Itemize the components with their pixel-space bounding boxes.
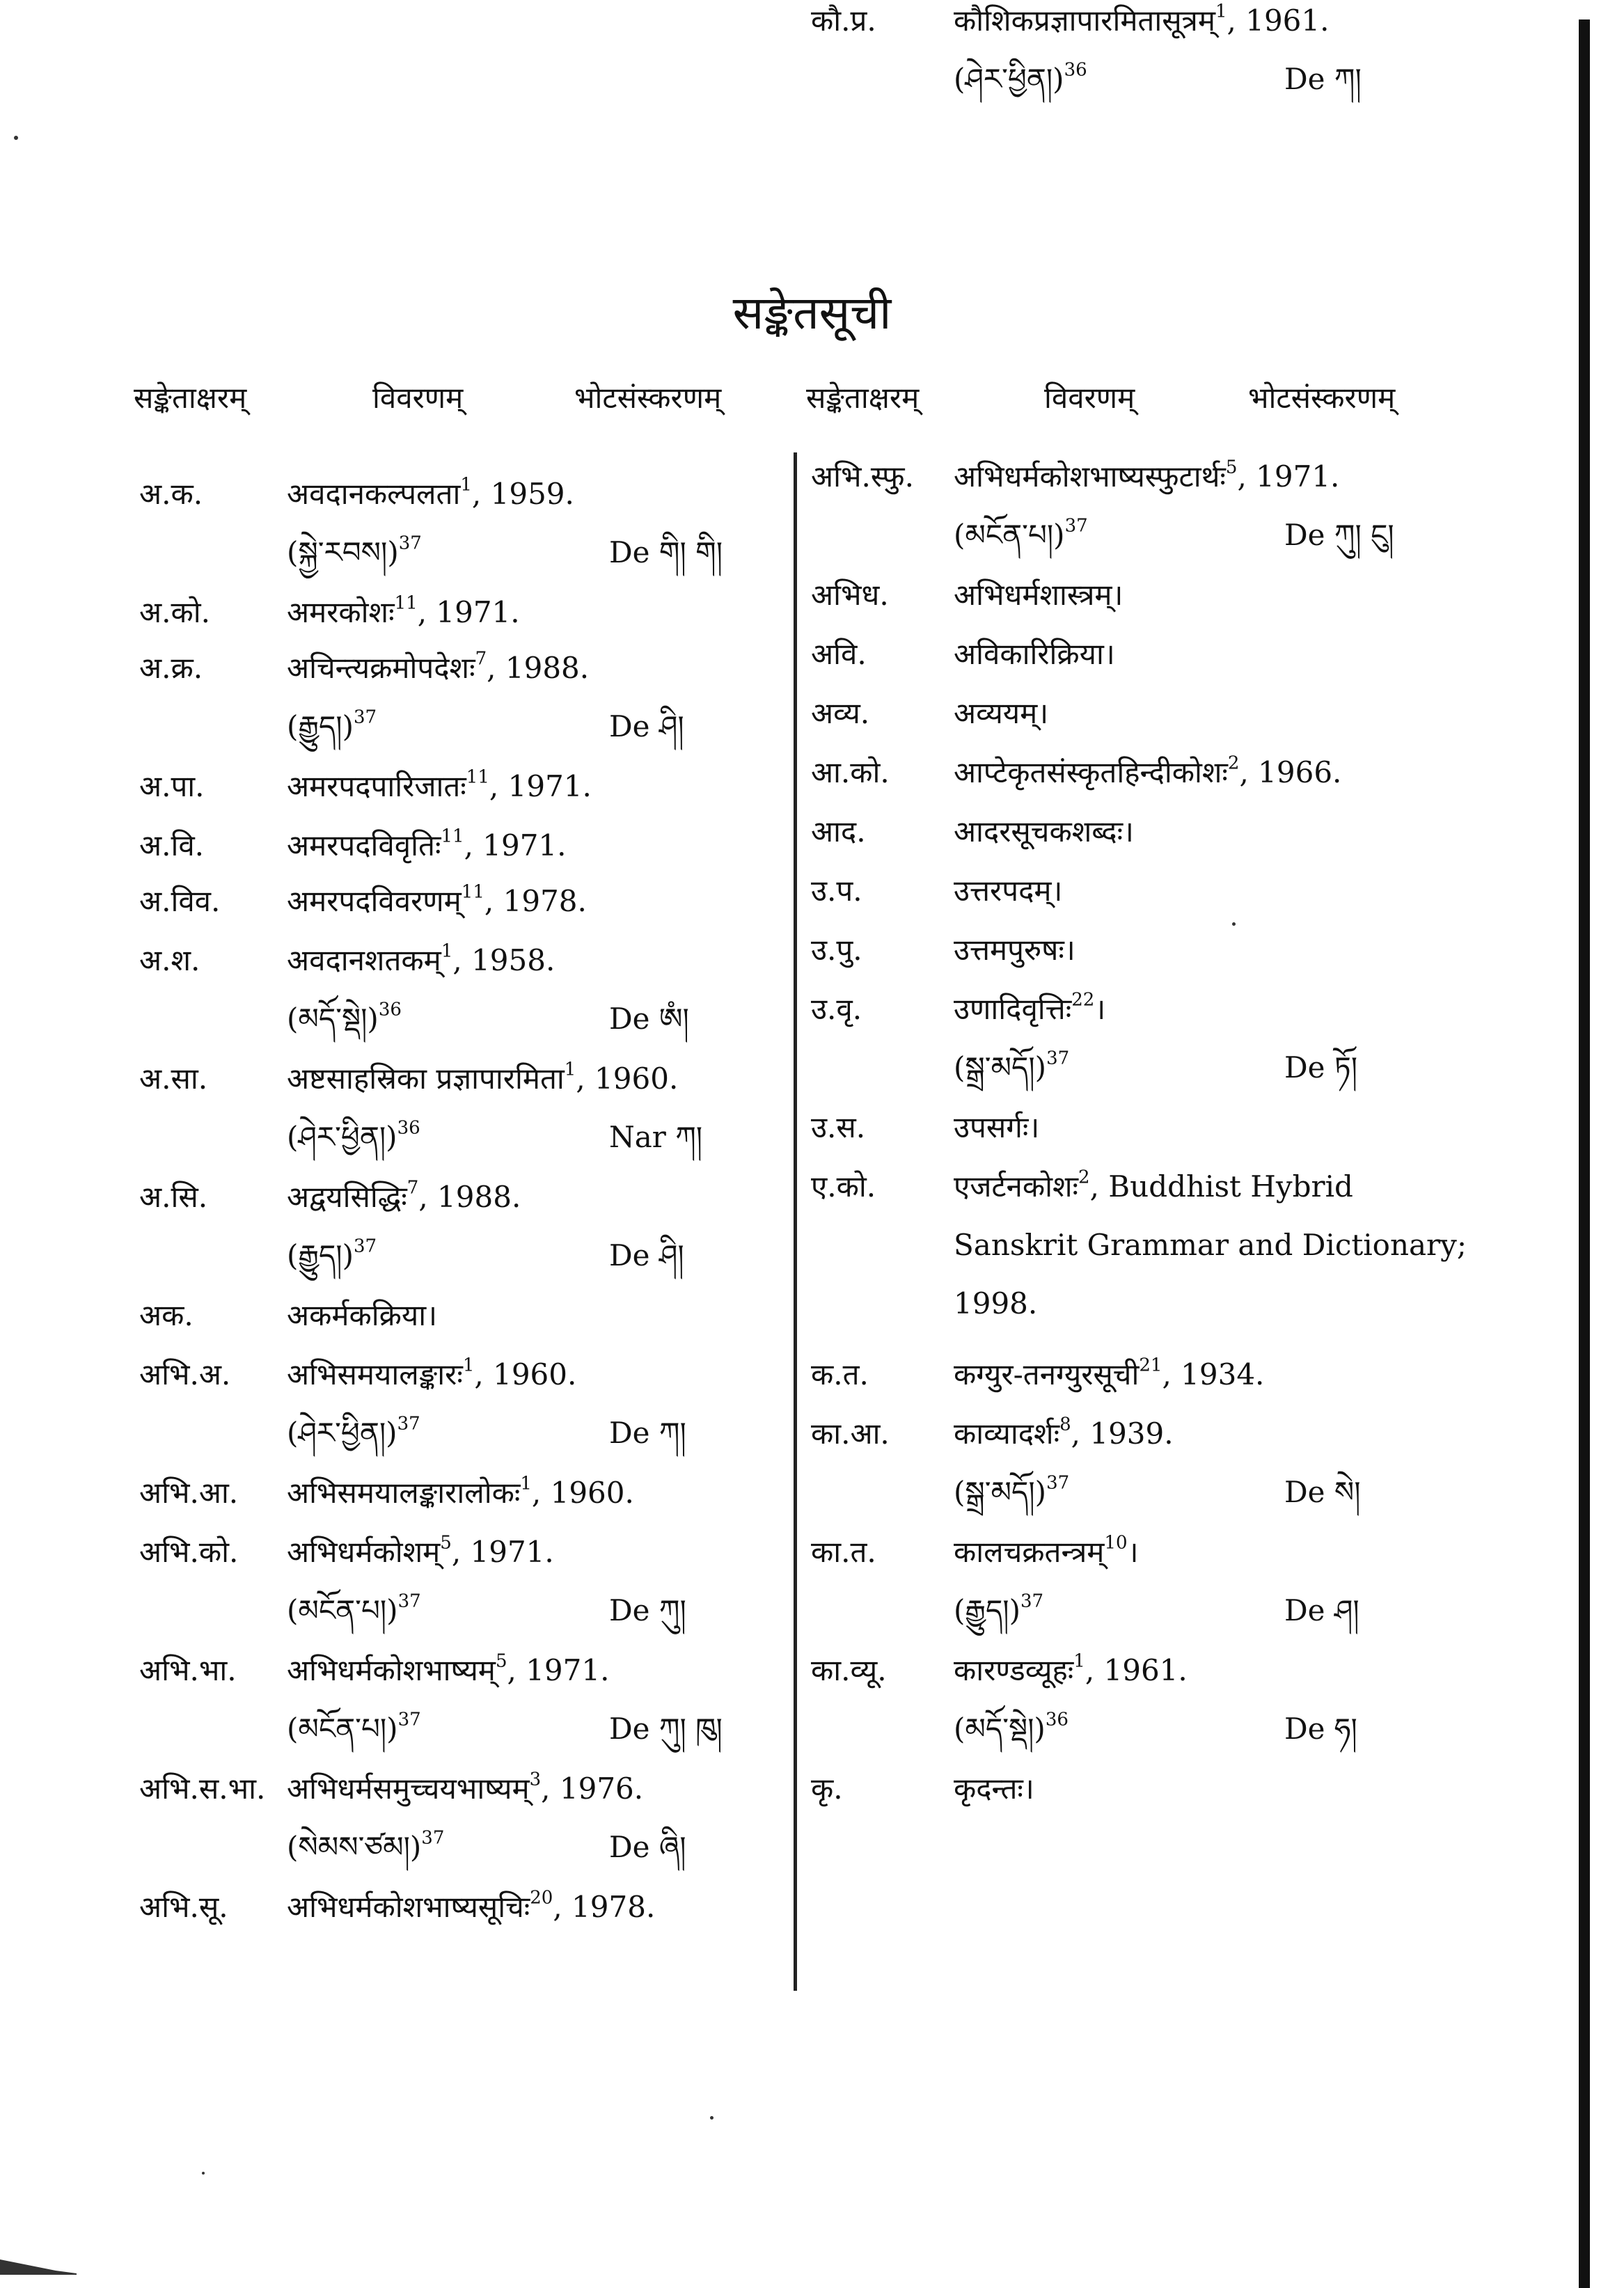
entry-description: [287, 647, 589, 689]
entry-abbreviation: उ.पु.: [811, 933, 862, 967]
entry-abbreviation: अ.क.: [139, 477, 203, 511]
edition-volume: De སེ།: [1284, 1475, 1361, 1509]
entry-description: [287, 592, 520, 633]
tibetan-footnote-ref: 37: [397, 1413, 420, 1435]
entry-description: [954, 633, 1115, 675]
entry-year: , 1961.: [1085, 1653, 1188, 1687]
entry-title: उणादिवृत्तिः: [954, 992, 1072, 1026]
edition-volume: De ཀ།: [1284, 62, 1362, 96]
entry-footnote-ref: 1: [520, 1473, 532, 1494]
entry-description: [287, 1354, 576, 1396]
entry-continuation: 1998.: [954, 1286, 1038, 1320]
tibetan-edition: [287, 1590, 421, 1632]
edition-volume: De གི། གི།: [609, 535, 723, 569]
entry-year: , 1976.: [541, 1772, 644, 1806]
entry-year: , 1978.: [484, 884, 587, 918]
entry-year: , 1961.: [1227, 3, 1330, 38]
entry-title: अद्वयसिद्धिः: [287, 1180, 407, 1214]
tibetan-edition: [287, 1708, 421, 1750]
tibetan-section: (མངོན་པ།): [287, 1593, 398, 1627]
tibetan-edition: [287, 1827, 444, 1868]
edition-volume: Nar ཀ།: [609, 1120, 703, 1154]
entry-title: अचिन्त्यक्रमोपदेशः: [287, 651, 475, 685]
tibetan-section: (སྒྲ་མདོ།): [954, 1050, 1047, 1084]
entry-title: अवदानशतकम्: [287, 943, 441, 977]
tibetan-footnote-ref: 37: [397, 1709, 421, 1730]
tibetan-section: (ཤེར་ཕྱིན།): [287, 1120, 397, 1154]
entry-title: अभिधर्मसमुच्चयभाष्यम्: [287, 1772, 530, 1806]
entry-footnote-ref: 2: [1227, 752, 1240, 774]
entry-description: [954, 752, 1341, 794]
entry-year: , 1971.: [507, 1653, 610, 1687]
entry-description: [287, 1295, 437, 1336]
tibetan-section: (མངོན་པ།): [954, 518, 1065, 552]
tibetan-edition: [954, 1047, 1069, 1089]
tibetan-edition: [954, 1472, 1069, 1513]
entry-description: [954, 574, 1123, 616]
header-desc-right: विवरणम्: [1044, 381, 1135, 415]
scan-speck: [710, 2116, 714, 2120]
entry-abbreviation: अभि.भा.: [139, 1653, 237, 1687]
scan-speck: [14, 136, 18, 140]
entry-title: उत्तमपुरुषः।: [954, 933, 1075, 967]
entry-abbreviation: क.त.: [811, 1357, 869, 1391]
entry-title: अमरपदविवरणम्: [287, 884, 462, 918]
tibetan-edition: [287, 532, 422, 574]
entry-description: [954, 1166, 1353, 1208]
entry-footnote-ref: 1: [1073, 1650, 1085, 1672]
entry-footnote-ref: 1: [462, 1355, 475, 1376]
entry-footnote-ref: 8: [1059, 1414, 1071, 1435]
entry-abbreviation: अभि.स्फु.: [811, 459, 914, 494]
entry-title: अभिसमयालङ्कारः: [287, 1357, 463, 1391]
entry-title: कौशिकप्रज्ञापारमितासूत्रम्: [954, 3, 1215, 38]
entry-description: [287, 1531, 554, 1573]
scan-edge-bar: [1579, 19, 1590, 2288]
edition-volume: De ཨཾ།: [609, 1002, 689, 1036]
entry-title: आदरसूचकशब्दः।: [954, 814, 1134, 849]
entry-abbreviation: आद.: [811, 814, 866, 849]
tibetan-footnote-ref: 37: [1046, 1048, 1070, 1069]
entry-description: [954, 0, 1329, 42]
tibetan-edition: [287, 998, 402, 1040]
entry-footnote-ref: 1: [564, 1059, 576, 1080]
entry-footnote-ref: 5: [440, 1532, 452, 1554]
entry-abbreviation: अभि.अ.: [139, 1357, 231, 1391]
entry-title: अभिधर्मकोशम्: [287, 1535, 441, 1569]
edition-volume: De ཧ།: [1284, 1712, 1357, 1746]
entry-year: , 1934.: [1162, 1357, 1265, 1391]
entry-footnote-ref: 1: [460, 474, 472, 496]
entry-year: , 1988.: [418, 1180, 521, 1214]
entry-footnote-ref: 1: [1215, 1, 1227, 22]
entry-footnote-ref: 1: [441, 940, 453, 962]
tibetan-section: (རྒྱུད།): [954, 1593, 1020, 1627]
entry-description: [287, 825, 567, 867]
entry-description: [954, 1531, 1138, 1573]
entry-footnote-ref: 7: [407, 1177, 419, 1199]
entry-year: , 1966.: [1239, 755, 1342, 789]
entry-year: , 1939.: [1071, 1417, 1174, 1451]
entry-title: अविकारिक्रिया।: [954, 637, 1115, 671]
entry-year: , 1958.: [452, 943, 555, 977]
entry-footnote-ref: 11: [461, 881, 484, 903]
tibetan-edition: [954, 58, 1087, 100]
entry-year: , 1960.: [474, 1357, 577, 1391]
entry-title: कारण्डव्यूहः: [954, 1653, 1074, 1687]
entry-continuation: Sanskrit Grammar and Dictionary;: [954, 1228, 1467, 1262]
edition-volume: De ཀུ། ཁུ།: [609, 1712, 723, 1746]
entry-year: ।: [1127, 1535, 1139, 1569]
tibetan-footnote-ref: 37: [1020, 1591, 1044, 1612]
header-abbr-left: सङ्केताक्षरम्: [134, 381, 247, 415]
entry-description: [287, 881, 587, 922]
entry-description: [287, 1058, 678, 1100]
entry-title: अमरपदविवृतिः: [287, 828, 441, 862]
entry-footnote-ref: 2: [1078, 1167, 1090, 1188]
edition-volume: De ཀུ།: [609, 1593, 686, 1627]
tibetan-edition: [287, 706, 377, 748]
entry-abbreviation: उ.वृ.: [811, 992, 862, 1026]
header-desc-left: विवरणम्: [372, 381, 464, 415]
entry-abbreviation: अभिध.: [811, 578, 889, 612]
entry-abbreviation: कौ.प्र.: [811, 3, 876, 38]
header-tib-left: भोटसंस्करणम्: [574, 381, 722, 415]
entry-title: आप्टेकृतसंस्कृतहिन्दीकोशः: [954, 755, 1228, 789]
entry-description: [287, 1886, 655, 1928]
entry-description: [954, 1768, 1034, 1810]
entry-year: , 1988.: [487, 651, 590, 685]
entry-footnote-ref: 10: [1104, 1532, 1128, 1554]
tibetan-section: (སེམས་ཙམ།): [287, 1830, 422, 1864]
entry-year: ।: [1094, 992, 1106, 1026]
entry-description: [954, 870, 1062, 912]
entry-footnote-ref: 21: [1139, 1355, 1162, 1376]
entry-description: [954, 811, 1134, 853]
entry-year: , 1960.: [531, 1476, 634, 1510]
entry-title: काव्यादर्शः: [954, 1417, 1060, 1451]
tibetan-footnote-ref: 36: [1064, 59, 1087, 81]
entry-footnote-ref: 22: [1071, 989, 1095, 1011]
entry-abbreviation: आ.को.: [811, 755, 890, 789]
entry-year: , 1971.: [451, 1535, 554, 1569]
header-abbr-right: सङ्केताक्षरम्: [806, 381, 920, 415]
entry-abbreviation: अव्य.: [811, 696, 870, 730]
entry-description: [954, 1413, 1174, 1455]
entry-abbreviation: अ.सि.: [139, 1180, 208, 1214]
entry-description: [287, 1768, 643, 1810]
entry-footnote-ref: 7: [475, 648, 487, 670]
entry-abbreviation: अभि.स.भा.: [139, 1772, 266, 1806]
entry-title: अभिधर्मशास्त्रम्।: [954, 578, 1124, 612]
entry-title: अवदानकल्पलता: [287, 477, 461, 511]
scan-speck: [1232, 922, 1236, 926]
entry-footnote-ref: 11: [394, 592, 418, 614]
tibetan-section: (མདོ་སྡེ།): [287, 1002, 379, 1036]
entry-footnote-ref: 20: [530, 1887, 553, 1909]
tibetan-footnote-ref: 36: [378, 999, 402, 1020]
entry-abbreviation: उ.प.: [811, 874, 862, 908]
header-tib-right: भोटसंस्करणम्: [1248, 381, 1396, 415]
entry-abbreviation: ए.को.: [811, 1169, 876, 1204]
entry-abbreviation: का.व्यू.: [811, 1653, 887, 1687]
tibetan-section: (སྐྱེ་རབས།): [287, 535, 399, 569]
tibetan-footnote-ref: 37: [353, 707, 377, 728]
edition-volume: De ཀུ། ངུ།: [1284, 518, 1394, 552]
entry-title: कग्युर-तनग्युरसूची: [954, 1357, 1140, 1391]
column-divider: [794, 452, 797, 1991]
entry-abbreviation: उ.स.: [811, 1110, 866, 1144]
entry-footnote-ref: 5: [495, 1650, 507, 1672]
entry-abbreviation: अ.को.: [139, 595, 210, 629]
entry-title: अभिधर्मकोशभाष्यसूचिः: [287, 1890, 530, 1924]
tibetan-footnote-ref: 37: [1046, 1472, 1070, 1494]
entry-footnote-ref: 11: [466, 766, 489, 788]
entry-footnote-ref: 5: [1225, 457, 1238, 478]
entry-title: अमरपदपारिजातः: [287, 769, 466, 803]
entry-year: , 1978.: [553, 1890, 656, 1924]
entry-abbreviation: का.आ.: [811, 1417, 890, 1451]
entry-description: [287, 1650, 609, 1691]
entry-description: [287, 940, 555, 981]
edition-volume: De ཞི།: [609, 1830, 686, 1864]
entry-abbreviation: अभि.आ.: [139, 1476, 239, 1510]
entry-description: [954, 1354, 1264, 1396]
entry-description: [287, 1176, 521, 1218]
entry-abbreviation: अ.वि.: [139, 828, 205, 862]
edition-volume: De ཏོ།: [1284, 1050, 1358, 1084]
entry-title: अकर्मकक्रिया।: [287, 1298, 438, 1332]
tibetan-section: (རྒྱུད།): [287, 1238, 354, 1272]
entry-year: , 1971.: [1237, 459, 1340, 494]
entry-abbreviation: अभि.सू.: [139, 1890, 228, 1924]
tibetan-footnote-ref: 37: [421, 1827, 445, 1849]
entry-footnote-ref: 11: [441, 826, 464, 847]
entry-abbreviation: कृ.: [811, 1772, 843, 1806]
entry-year: , 1971.: [464, 828, 567, 862]
tibetan-footnote-ref: 37: [1064, 515, 1088, 537]
entry-description: [954, 929, 1075, 971]
entry-abbreviation: अ.क्र.: [139, 651, 203, 685]
entry-title: कालचक्रतन्त्रम्: [954, 1535, 1105, 1569]
entry-title: उपसर्गः।: [954, 1110, 1040, 1144]
entry-title: अव्ययम्।: [954, 696, 1049, 730]
entry-description: [954, 1650, 1188, 1691]
tibetan-section: (མངོན་པ།): [287, 1712, 398, 1746]
page-title: सङ्केतसूची: [732, 286, 892, 340]
entry-title: अभिधर्मकोशभाष्यम्: [287, 1653, 496, 1687]
entry-year: , 1959.: [471, 477, 574, 511]
tibetan-section: (མདོ་སྡེ།): [954, 1712, 1046, 1746]
entry-description: [287, 1472, 634, 1514]
tibetan-edition: [287, 1412, 420, 1454]
edition-volume: De ཀ།: [609, 1416, 686, 1450]
tibetan-edition: [954, 1708, 1069, 1750]
entry-abbreviation: अ.विव.: [139, 884, 221, 918]
entry-year: , 1960.: [576, 1062, 679, 1096]
entry-title: अभिधर्मकोशभाष्यस्फुटार्थः: [954, 459, 1226, 494]
entry-abbreviation: अ.श.: [139, 943, 200, 977]
tibetan-footnote-ref: 37: [353, 1236, 377, 1257]
entry-title: अभिसमयालङ्कारालोकः: [287, 1476, 521, 1510]
entry-title: अमरकोशः: [287, 595, 395, 629]
tibetan-edition: [287, 1117, 420, 1158]
entry-footnote-ref: 3: [529, 1769, 542, 1790]
tibetan-section: (ཤེར་ཕྱིན།): [287, 1416, 397, 1450]
tibetan-footnote-ref: 36: [397, 1117, 420, 1139]
entry-description: [287, 473, 574, 515]
entry-year: , Buddhist Hybrid: [1089, 1169, 1353, 1204]
edition-volume: De ཤ།: [1284, 1593, 1359, 1627]
tibetan-footnote-ref: 36: [1045, 1709, 1069, 1730]
entry-abbreviation: अ.पा.: [139, 769, 205, 803]
tibetan-section: (རྒྱུད།): [287, 709, 354, 743]
entry-abbreviation: अक.: [139, 1298, 194, 1332]
entry-abbreviation: का.त.: [811, 1535, 876, 1569]
tibetan-footnote-ref: 37: [397, 1591, 421, 1612]
entry-description: [954, 1107, 1039, 1149]
tibetan-edition: [954, 514, 1088, 556]
entry-description: [287, 766, 592, 807]
entry-abbreviation: अवि.: [811, 637, 867, 671]
entry-year: , 1971.: [417, 595, 520, 629]
entry-title: उत्तरपदम्।: [954, 874, 1063, 908]
scan-smudge: [0, 2255, 77, 2275]
entry-abbreviation: अभि.को.: [139, 1535, 239, 1569]
tibetan-section: (ཤེར་ཕྱིན།): [954, 62, 1064, 96]
edition-volume: De ཤི།: [609, 709, 684, 743]
entry-year: , 1971.: [489, 769, 592, 803]
entry-abbreviation: अ.सा.: [139, 1062, 208, 1096]
entry-title: कृदन्तः।: [954, 1772, 1034, 1806]
entry-description: [954, 456, 1339, 498]
entry-description: [954, 693, 1048, 734]
tibetan-edition: [287, 1235, 377, 1277]
tibetan-footnote-ref: 37: [398, 532, 422, 554]
edition-volume: De ཤི།: [609, 1238, 684, 1272]
entry-title: अष्टसाहस्रिका प्रज्ञापारमिता: [287, 1062, 565, 1096]
entry-title: एजर्टनकोशः: [954, 1169, 1079, 1204]
entry-description: [954, 988, 1105, 1030]
scan-speck: [202, 2172, 205, 2175]
tibetan-section: (སྒྲ་མདོ།): [954, 1475, 1047, 1509]
tibetan-edition: [954, 1590, 1043, 1632]
